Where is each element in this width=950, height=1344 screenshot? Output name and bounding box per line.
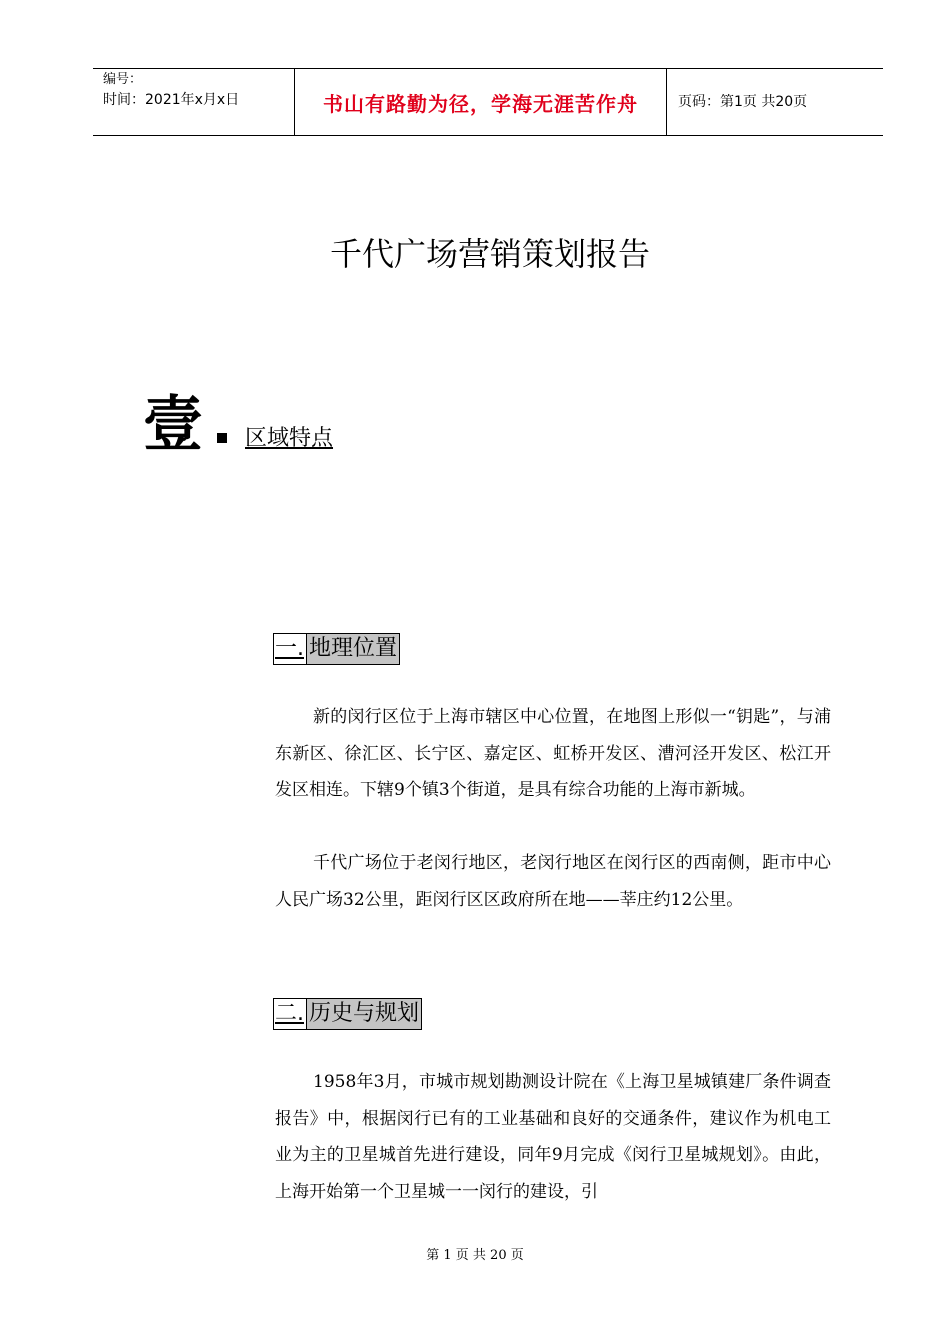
chapter-bullet-icon (217, 433, 227, 443)
section-heading-history (273, 998, 422, 1030)
section-title: 历史与规划 (307, 998, 422, 1030)
page-footer: 第 1 页 共 20 页 (426, 1248, 524, 1263)
section-heading-location (273, 633, 400, 665)
header-motto-cell (295, 69, 667, 135)
paragraph: 1958年3月，市城市规划勘测设计院在《上海卫星城镇建厂条件调查报告》中，根据闵行已有的工业基础和良好的交通条件，建议作为机电工业为主的卫星城首先进行建设，同年9月完成《闵行卫星城规划》。由此，上海开始第一个卫星城一一闵行的建设，引 (275, 1072, 831, 1202)
paragraph: 新的闵行区位于上海市辖区中心位置，在地图上形似一“钥匙”，与浦东新区、徐汇区、长宁区、嘉定区、虹桥开发区、漕河泾开发区、松江开发区相连。下辖9个镇3个街道，是具有综合功能的上海市新城。 (275, 707, 831, 800)
document-time-label: 时间：2021年x月x日 (103, 92, 240, 108)
header-motto: 书山有路勤为径，学海无涯苦作舟 (323, 92, 638, 116)
document-number-label: 编号： (103, 72, 143, 87)
section-number: 二. (273, 998, 307, 1030)
header-info-cell (93, 69, 295, 135)
document-header (93, 68, 883, 136)
header-page-number: 页码：第1页 共20页 (678, 94, 808, 110)
paragraph: 千代广场位于老闵行地区，老闵行地区在闵行区的西南侧，距市中心人民广场32公里，距闵行区区政府所在地——莘庄约12公里。 (275, 853, 831, 910)
document-title: 千代广场营销策划报告 (329, 235, 650, 273)
chapter-number: 壹 (143, 390, 203, 460)
chapter-title: 区域特点 (245, 426, 334, 451)
section-number: 一. (273, 633, 307, 665)
header-page-cell (668, 69, 883, 135)
section-title: 地理位置 (307, 633, 400, 665)
